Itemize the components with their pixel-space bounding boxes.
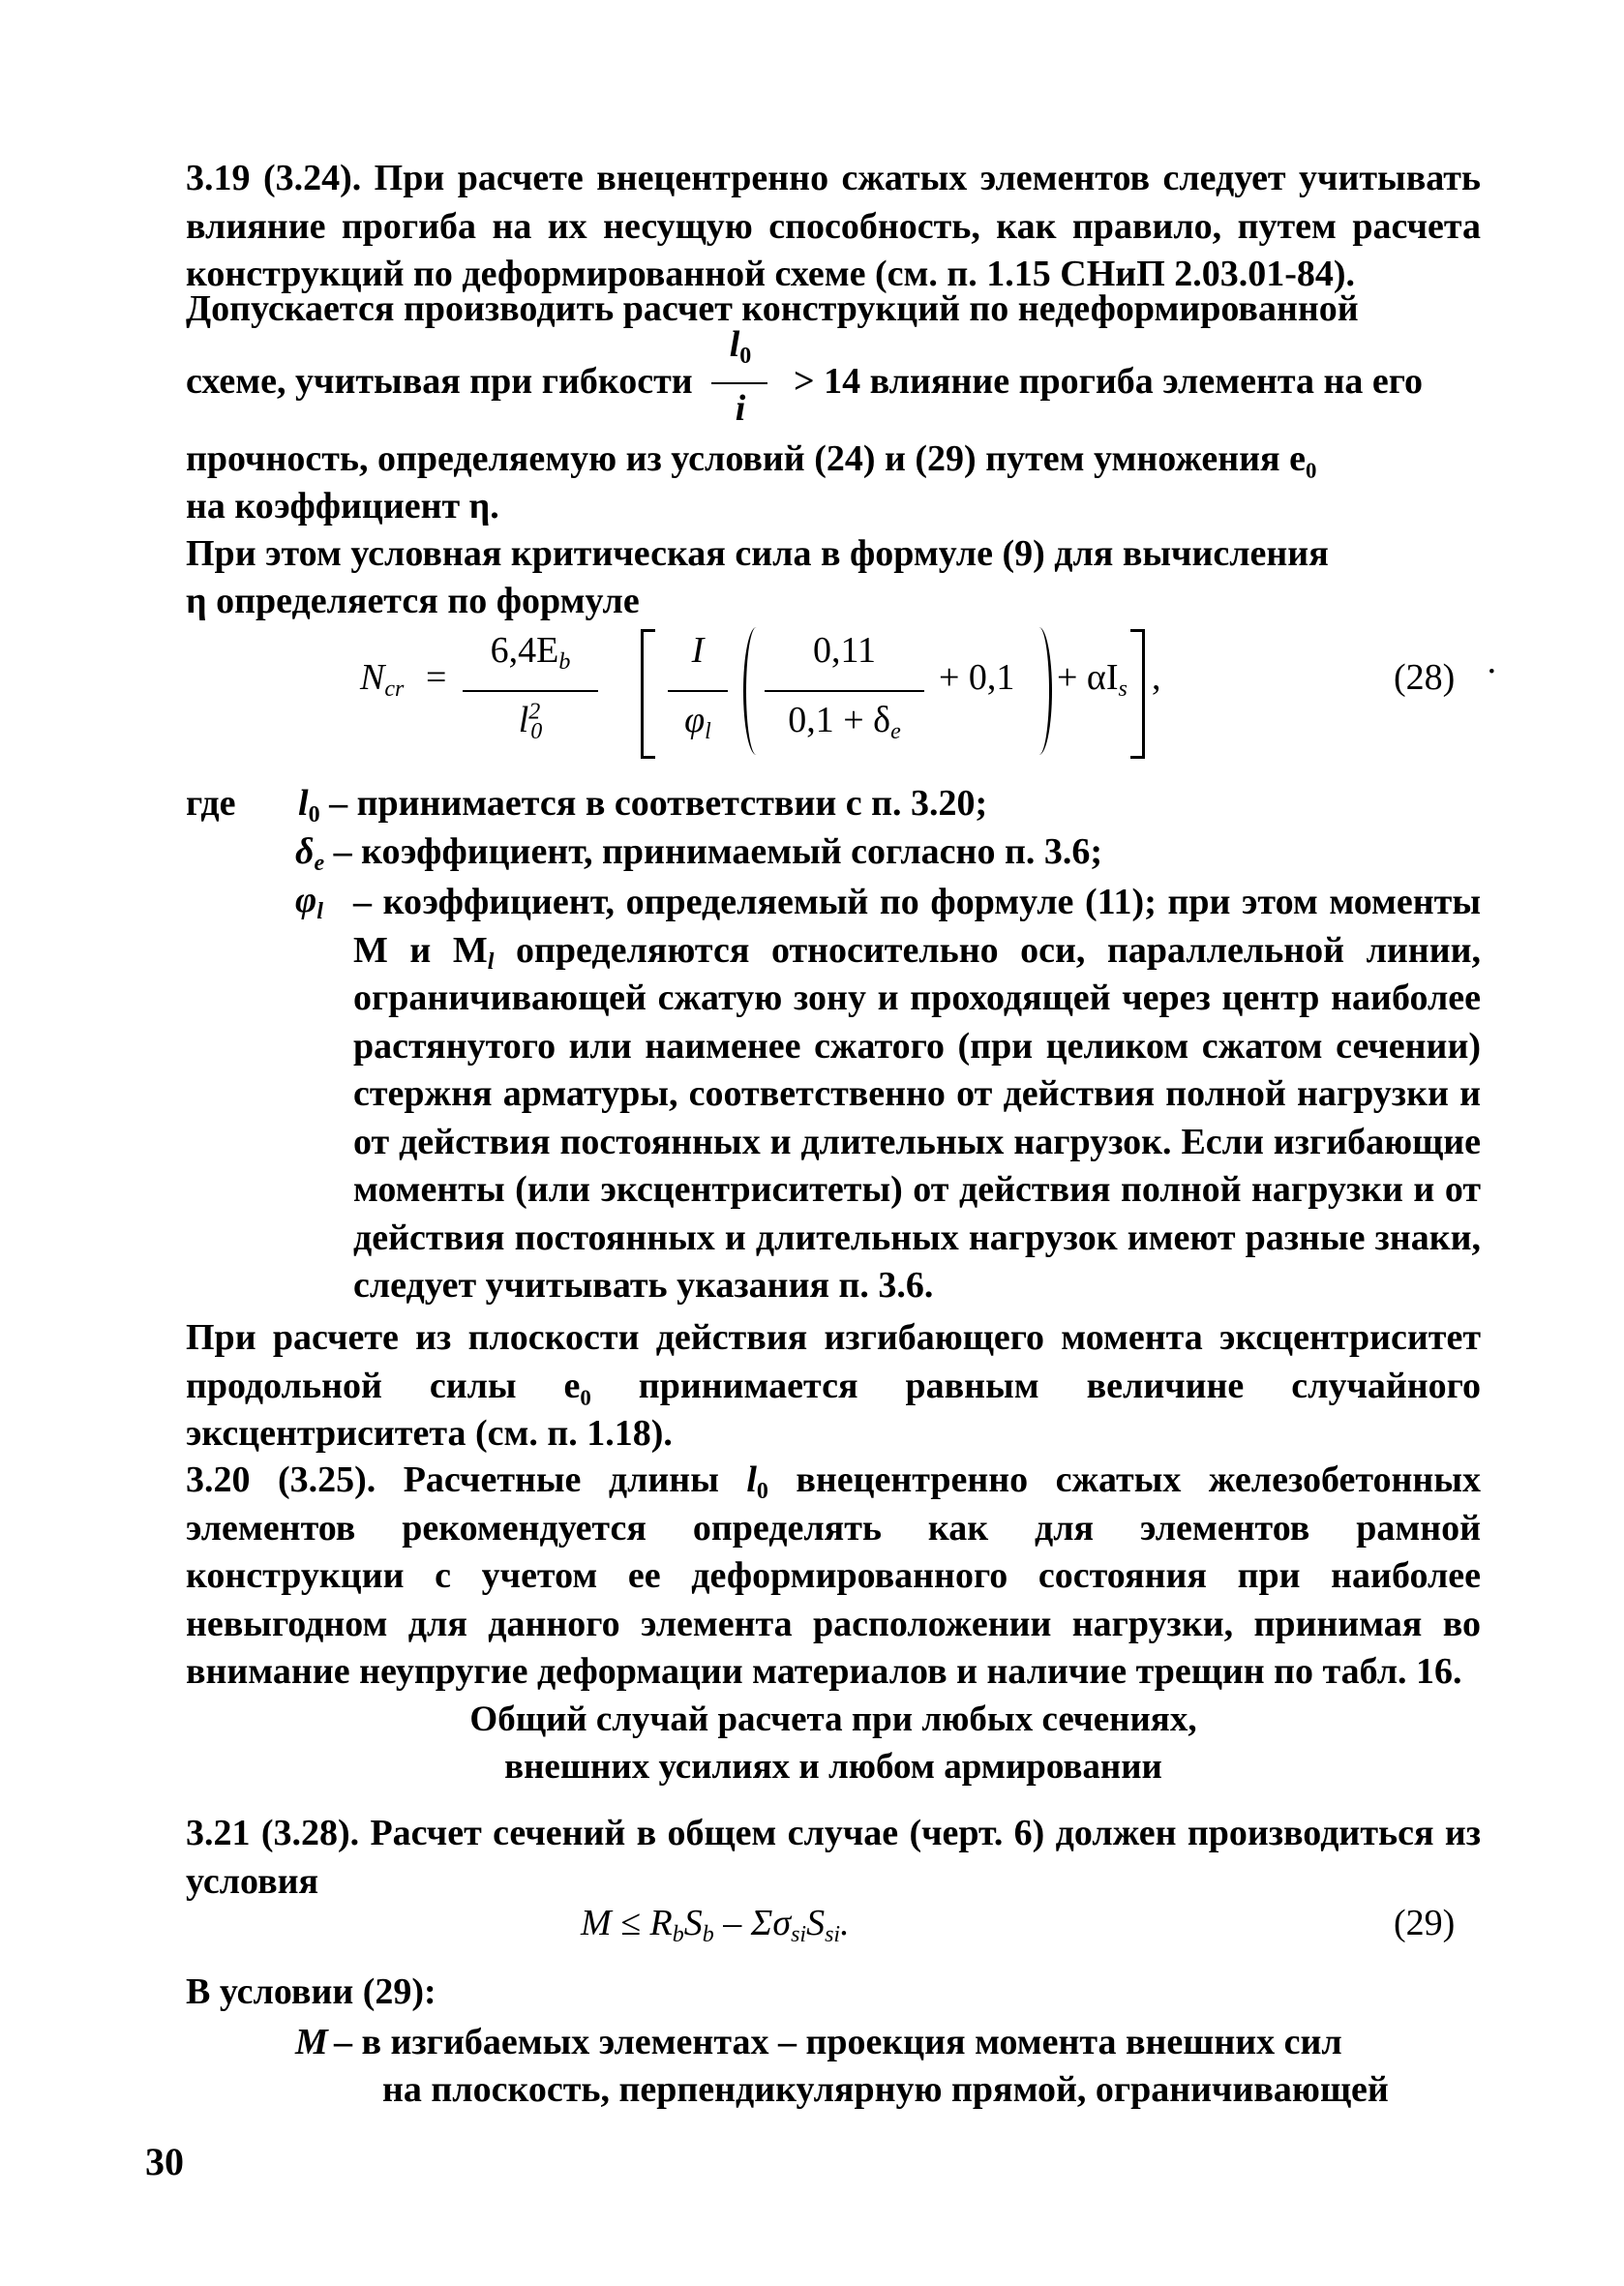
definition-l0-text: – принимается в соответствии с п. 3.20; [329,783,988,824]
condition-29-label: В условии (29): [186,1971,436,2012]
formula-28-lhs: $N_{cr}$ [360,657,405,702]
slenderness-fraction-denominator [711,387,769,430]
fraction-numerator-sub: 0 [739,344,752,369]
paragraph-3-19-text: 3.19 (3.24). При расчете внецентренно сжатых элементов следует учитывать влияние прогиба на их несущую способность, как правило, путем расчета конструкций по деформированной схеме (см. п. 1.15 СНиП 2.03.01-84). [186,158,1481,294]
formula-28-coef-numerator: $6,4E_b$ [490,630,571,675]
formula-28-equals: = [426,657,447,698]
critical-force-line1-text: При этом условная критическая сила в формуле (9) для вычисления [186,533,1329,574]
definition-phi-l-text: – коэффициент, определяемый по формуле (11); при этом моменты M и M [353,882,1481,971]
allowed-line4-text: на коэффициент η. [186,486,499,526]
formula-28-fraction-numerator: 0,11 [812,630,877,671]
formula-28-plus-alpha: + $\alpha I_s$ [1057,657,1128,702]
formula-28-coef-denominator: $l^2_0$ [518,699,543,744]
paragraph-allowed-line4 [186,483,1481,531]
definition-phi-l-rest: определяются относительно оси, параллельной линии, ограничивающей сжатую зону и проходящей через центр наиболее растянутого или наименее сжатого (при целиком сжатом сечении) стержня арматуры, соответственно от действия полной нагрузки и от действия постоянных и длительных нагрузок. Если изгибающие моменты (или эксцентриситеты) от действия полной нагрузки и от действия постоянных и длительных нагрузок имеют разные знаки, следует учитывать указания п. 3.6. [353,929,1481,1306]
formula-29-number: (29) [1394,1903,1456,1943]
left-square-bracket [641,629,655,759]
definition-l0: $l_0$ – принимается в соответствии с п. 3.20; [298,783,988,827]
slenderness-suffix-text: > 14 влияние прогиба элемента на его [794,361,1424,402]
right-parenthesis [1026,627,1052,755]
definition-m-line1: – в изгибаемых элементах – проекция момента внешних сил [334,2022,1342,2062]
slenderness-fraction-bar [711,382,767,384]
section-heading-line2: внешних усилиях и любом армировании [504,1747,1162,1787]
formula-28-number: (28) [1394,657,1456,698]
paragraph-3-20: 3.20 (3.25). Расчетные длины $l_0$ внецентренно сжатых железобетонных элементов рекомендуется определять как для элементов рамной конструкции с учетом ее деформированного состояния при наиболее невыгодном для данного элемента расположении нагрузки, принимая во внимание неупругие деформации материалов и наличие трещин по табл. 16. [186,1459,1481,1692]
paragraph-allowed-line1 [186,286,1481,334]
paragraph-allowed-line3 [186,436,1481,484]
allowed-line3-text: прочность, определяемую из условий (24) и (29) путем умножения e₀ [186,438,1317,479]
formula-28-fraction-denominator: $0,1 + \delta_e$ [788,700,901,744]
paragraph-3-20-post: внецентренно сжатых железобетонных элементов рекомендуется определять как для элементов рамной конструкции с учетом ее деформированного состояния при наиболее невыгодном для данного элемента расположении нагрузки, принимая во внимание неупругие деформации материалов и наличие трещин по табл. 16. [186,1459,1481,1692]
slenderness-line-suffix [794,360,1423,403]
slenderness-line-prefix [186,360,693,403]
slenderness-fraction-numerator [711,323,769,369]
definition-phi-l: – коэффициент, определяемый по формуле (11); при этом моменты M и $M_l$ определяются относительно оси, параллельной линии, ограничивающей сжатую зону и проходящей через центр наиболее растянутого или наименее сжатого (при целиком сжатом сечении) стержня арматуры, соответственно от действия полной нагрузки и от действия постоянных и длительных нагрузок. Если изгибающие моменты (или эксцентриситеты) от действия полной нагрузки и от действия постоянных и длительных нагрузок имеют разные знаки, следует учитывать указания п. 3.6. [353,882,1481,1306]
formula-28-coef-bar [463,690,598,692]
formula-29: $M \le R_bS_b - \Sigma\sigma_{si}S_{si}$. [581,1903,850,1947]
paragraph-3-21 [186,1810,1481,1906]
paragraph-critical-force-line2 [186,578,1481,626]
right-square-bracket [1130,629,1145,759]
where-label: где [186,783,236,824]
allowed-line1-text: Допускается производить расчет конструкций по недеформированной [186,288,1359,329]
formula-28-fraction-bar [765,690,924,692]
paragraph-3-20-pre: 3.20 (3.25). Расчетные длины [186,1459,747,1500]
paragraph-out-of-plane [186,1314,1481,1459]
critical-force-line2-text: η определяется по формуле [186,581,640,621]
fraction-denominator-i: i [735,388,746,429]
formula-28-i-denominator: $\varphi_l$ [684,700,711,744]
formula-28-comma: , [1152,657,1161,698]
paragraph-3-19 [186,155,1481,299]
fraction-numerator-l: l [729,324,740,365]
formula-28-i-numerator: I [691,630,705,671]
slenderness-prefix-text: схеме, учитывая при гибкости [186,361,693,402]
formula-28-plus-01: + 0,1 [939,657,1015,698]
paragraph-3-21-text: 3.21 (3.28). Расчет сечений в общем случае (черт. 6) должен производиться из условия [186,1813,1481,1902]
page-number: 30 [145,2140,184,2183]
paragraph-critical-force-line1 [186,530,1481,579]
section-heading-line1: Общий случай расчета при любых сечениях, [469,1699,1197,1739]
formula-28-dot: · [1486,651,1498,692]
definition-delta-e: $\delta_e$ – коэффициент, принимаемый согласно п. 3.6; [295,831,1102,876]
formula-28-i-bar [668,690,728,692]
definition-delta-e-text: – коэффициент, принимаемый согласно п. 3.6; [333,831,1102,872]
definition-m-symbol: M [295,2022,328,2062]
definition-phi-l-symbol: $\varphi_l$ [295,880,323,924]
out-of-plane-text: При расчете из плоскости действия изгибающего момента эксцентриситет продольной силы e₀ принимается равным величине случайного эксцентриситета (см. п. 1.18). [186,1317,1481,1454]
definition-m-line2: на плоскость, перпендикулярную прямой, ограничивающей [382,2069,1389,2110]
